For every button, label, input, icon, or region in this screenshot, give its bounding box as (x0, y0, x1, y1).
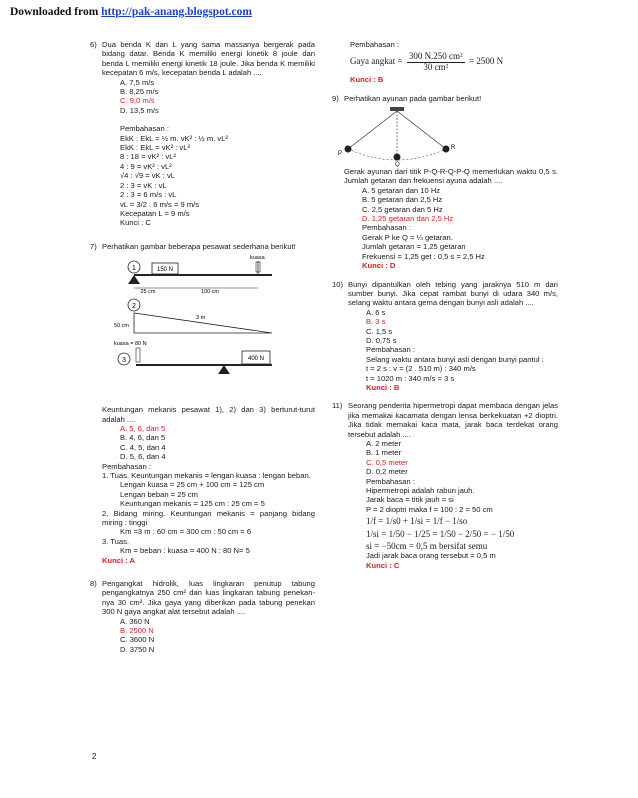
label-r: R (451, 145, 456, 152)
download-header (10, 6, 252, 18)
q9-option-c: C. 2,5 getaran dan 5 Hz (362, 204, 443, 214)
q6-option-b: B. 8,25 m/s (120, 87, 159, 97)
q11-kunci: Kunci : C (366, 560, 400, 570)
q6-line: 8 : 18 = vK² : vL² (120, 152, 176, 162)
q6-line: Kecepatan L = 9 m/s (120, 208, 190, 218)
simple-machines-figure (112, 255, 292, 403)
q8-option-c: C. 3600 N (120, 635, 155, 645)
q9-text: Perhatikan ayunan pada gambar berikut! (344, 93, 482, 103)
q8-option-a: A. 360 N (120, 616, 150, 626)
q7-step-1c: Keuntungan mekanis = 125 cm : 25 cm = 5 (120, 499, 265, 509)
q7-step-3a: Km = beban : kuasa = 400 N : 80 N= 5 (120, 546, 250, 556)
q8-result: = 2500 N (469, 56, 504, 67)
q7-question: Keuntungan mekanis pesawat 1), 2) dan 3) berturut-turut adalah .... (102, 405, 315, 424)
q6-option-a: A. 7,5 m/s (120, 77, 155, 87)
kuasa-label: kuasa (250, 255, 265, 262)
q9-kunci: Kunci : D (362, 261, 396, 271)
blog-link[interactable]: http://pak-anang.blogspot.com (101, 6, 252, 18)
q7-step-1: 1. Tuas. Keuntungan mekanis = lengan kuasa : lengan beban. (102, 470, 311, 480)
q7-option-c: C. 4, 5, dan 4 (120, 442, 166, 452)
q11-line: P = 2 dioptri maka f = 100 : 2 = 50 cm (366, 504, 493, 514)
q6-kunci: Kunci : C (120, 218, 151, 228)
q7-step-2a: Km =3 m : 60 cm = 300 cm : 50 cm = 6 (120, 527, 252, 537)
q11-option-b: B. 1 meter (366, 448, 402, 458)
q10-option-a: A. 6 s (366, 307, 386, 317)
q6-line: vL = 3/2 . 6 m/s = 9 m/s (120, 199, 200, 209)
q10-line: t = 2 s : v = (2 . 510 m) : 340 m/s (366, 364, 476, 374)
fig-label-2: 2 (132, 303, 136, 311)
fulcrum-3 (218, 365, 230, 374)
label-p: P (338, 151, 343, 158)
q11-eq3: si = −50cm = 0,5 m bersifat semu (366, 541, 488, 552)
q10-number: 10) (332, 279, 343, 289)
kuasa-spring-3 (136, 348, 140, 362)
q6-line: 4 : 9 = vK² : vL² (120, 161, 172, 171)
q9-desc: Gerak ayunan dari titik P-Q-R-Q-P-Q memerlukan waktu 0,5 s. Jumlah getaran dan frekuensi ayuna adalah .... (344, 167, 558, 186)
q8-text: Pengangkat hidrolik, luas lingkaran penutup tabung pengangkatnya 250 cm² dan luas lingkaran tabung penekan-nya 30 cm². Jika gaya yang diberikan pada tabung penekan 300 N gaya angkat alat tersebut adalah .... (102, 579, 315, 617)
fig-label-3: 3 (122, 357, 126, 365)
question-11 (332, 401, 558, 570)
q8-fraction (407, 52, 465, 72)
q7-option-a: A. 5, 6, dan 5 (120, 423, 166, 433)
q7-step-1a: Lengan kuasa = 25 cm + 100 cm = 125 cm (120, 480, 265, 490)
q8-equation (332, 52, 558, 72)
q8-option-b: B. 2500 N (120, 626, 154, 636)
left-column (90, 40, 315, 654)
question-9 (332, 94, 558, 271)
q9-option-a: A. 5 getaran dan 10 Hz (362, 185, 441, 195)
dim-label-1: 25 cm (140, 289, 156, 296)
q7-option-b: B. 4, 6, dan 5 (120, 433, 166, 443)
q10-option-d: D. 0,75 s (366, 335, 397, 345)
question-8 (90, 579, 315, 654)
q10-line: Selang waktu antara bunyi asli dengan bunyi pantul : (366, 354, 544, 364)
q7-kunci: Kunci : A (102, 555, 136, 565)
q6-option-d: D. 13,5 m/s (120, 105, 159, 115)
q11-number: 11) (332, 401, 343, 411)
q9-option-b: B. 5 getaran dan 2,5 Hz (362, 195, 443, 205)
q11-option-c: C. 0,5 meter (366, 457, 408, 467)
q11-conclusion: Jadi jarak baca orang tersebut = 0,5 m (366, 551, 496, 561)
q6-line: 2 : 3 = vK : vL (120, 180, 167, 190)
q10-option-b: B. 3 s (366, 317, 386, 327)
q11-text: Seorang penderita hipermetropi dapat membaca dengan jelas jika memakai kacamata dengan lensa berkekuatan +2 dioptri. Jika tidak memakai kaca mata, jarak baca terdekat orang tersebut adalah .... (348, 401, 558, 439)
q8-denominator: 30 cm² (423, 61, 449, 72)
height-label: 50 cm (114, 323, 129, 330)
q7-step-2: 2. Bidang miring. Keuntungan mekanis = panjang bidang miring : tinggi (102, 508, 315, 527)
right-column (332, 40, 558, 570)
load-label-1: 150 N (156, 267, 174, 274)
q7-step-3: 3. Tuas. (102, 536, 130, 546)
q9-option-d: D. 1,25 getaran dan 2,5 Hz (362, 214, 454, 224)
q8-pembahasan: Pembahasan : (350, 40, 399, 49)
q7-number: 7) (90, 241, 97, 251)
string-p (348, 111, 397, 149)
q6-option-c: C. 9,0 m/s (120, 96, 155, 106)
q8-kunci: Kunci : B (350, 75, 384, 85)
q7-text: Perhatikan gambar beberapa pesawat sederhana berikut! (102, 241, 296, 251)
q6-line: √4 : √9 = vK : vL (120, 171, 175, 181)
load-label-3: 400 N (247, 356, 265, 363)
header-prefix: Downloaded from (10, 6, 102, 18)
q6-number: 6) (90, 40, 97, 49)
q8-numerator: 300 N.250 cm² (408, 51, 463, 62)
q8-option-d: D. 3750 N (120, 644, 155, 654)
q10-kunci: Kunci : B (366, 382, 400, 392)
q6-pembahasan: Pembahasan : (120, 124, 169, 134)
q11-eq2: 1/si = 1/50 − 1/25 = 1/50 − 2/50 = − 1/50 (366, 528, 515, 539)
q9-line: Jumlah getaran = 1,25 getaran (362, 242, 466, 252)
q11-option-d: D. 0,2 meter (366, 467, 408, 477)
q9-line: Gerak P ke Q = ¼ getaran. (362, 232, 453, 242)
q9-number: 9) (332, 93, 339, 103)
q9-line: Frekuensi = 1,25 get : 0,5 s = 2,5 Hz (362, 251, 485, 261)
dim-label-2: 100 cm (200, 289, 220, 296)
q6-line: EkK : EkL = vK² : vL² (120, 143, 190, 153)
q7-pembahasan: Pembahasan : (102, 461, 151, 471)
pendulum-figure (334, 105, 464, 167)
length-label: 3 m (196, 315, 206, 322)
fig-label-1: 1 (132, 265, 136, 273)
bob-q (394, 154, 401, 161)
label-q: Q (395, 162, 400, 168)
page-number: 2 (92, 752, 97, 761)
bob-p (345, 146, 352, 153)
q7-option-d: D. 5, 6, dan 4 (120, 452, 166, 462)
kuasa3-label: kuasa = 80 N (114, 341, 147, 348)
question-7 (90, 242, 315, 565)
question-10 (332, 280, 558, 393)
q11-line: Hipermetropi adalah rabun jauh. (366, 486, 475, 496)
question-6 (90, 40, 315, 228)
q9-pembahasan: Pembahasan : (362, 223, 411, 233)
q6-line: EkK : EkL = ½ m. vK² : ½ m. vL² (120, 133, 228, 143)
gaya-label: Gaya angkat = (350, 56, 403, 67)
q11-option-a: A. 2 meter (366, 439, 402, 448)
q7-step-1b: Lengan beban = 25 cm (120, 489, 198, 499)
q10-pembahasan: Pembahasan : (366, 345, 415, 355)
q11-eq1: 1/f = 1/s0 + 1/si = 1/f − 1/so (366, 516, 468, 527)
string-r (397, 111, 446, 149)
q10-text: Bunyi dipantulkan oleh tebing yang jaraknya 510 m dari sumber bunyi. Jika cepat rambat bunyi di udara 340 m/s, selang waktu antara gema dengan bunyi asli adalah .... (348, 279, 558, 308)
q6-text: Dua benda K dan L yang sama massanya bergerak pada bidang datar. Benda K memiliki energi kinetik 8 joule dan benda L memiliki energi kinetik 18 joule. Jika benda K memiliki kecepatan 6 m/s, kecepatan benda L adalah .... (102, 40, 315, 78)
q11-pembahasan: Pembahasan : (366, 476, 415, 486)
q11-line: Jarak baca = titik jauh = si (366, 495, 454, 505)
bob-r (443, 146, 450, 153)
q6-line: 2 : 3 = 6 m/s : vL (120, 190, 177, 200)
fulcrum-1 (128, 275, 140, 284)
pendulum-support (390, 107, 404, 111)
q10-line: t = 1020 m : 340 m/s = 3 s (366, 373, 455, 383)
q10-option-c: C. 1,5 s (366, 326, 393, 336)
q8-number: 8) (90, 579, 97, 589)
